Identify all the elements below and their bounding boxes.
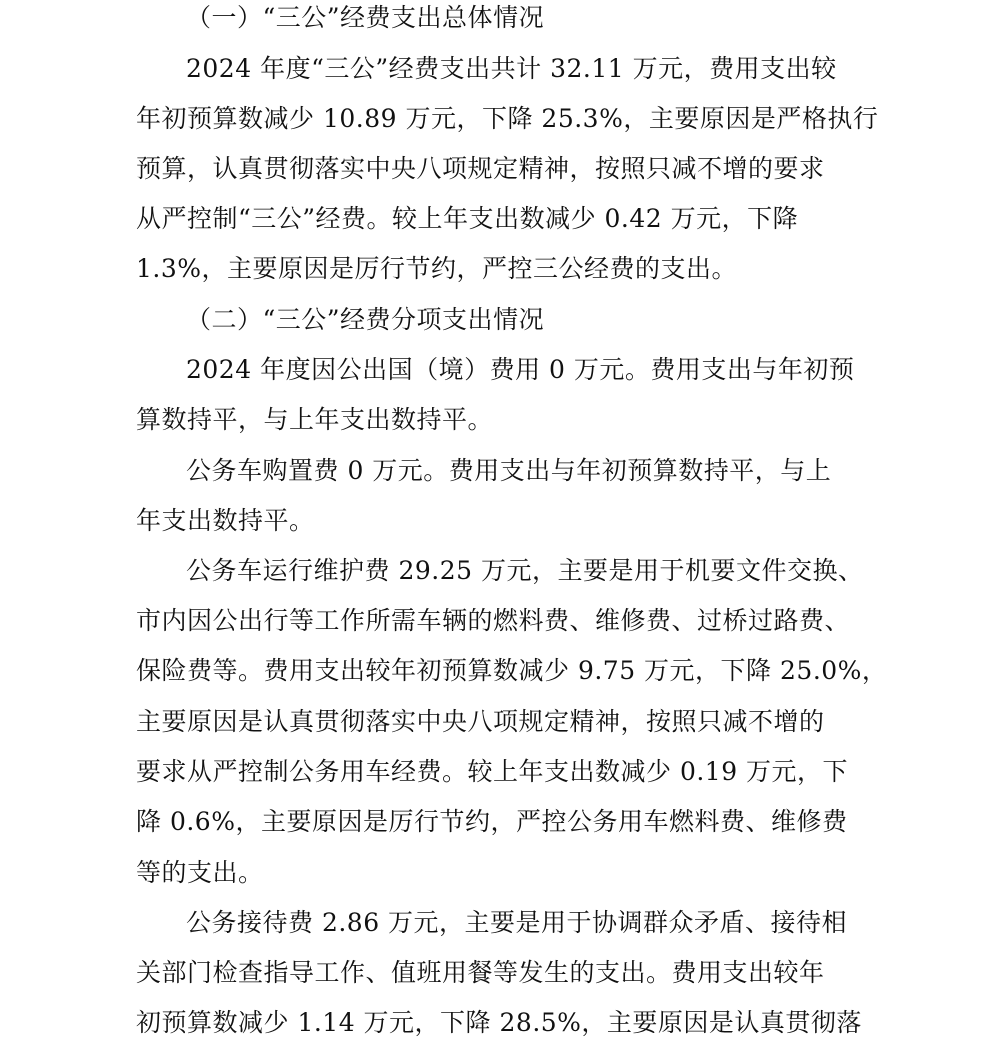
paragraph-line: 算数持平，与上年支出数持平。 bbox=[136, 405, 494, 434]
paragraph-line: 2024 年度因公出国（境）费用 0 万元。费用支出与年初预 bbox=[186, 355, 855, 384]
paragraph-line: 公务车运行维护费 29.25 万元，主要是用于机要文件交换、 bbox=[186, 556, 864, 585]
paragraph-line: 降 0.6%，主要原因是厉行节约，严控公务用车燃料费、维修费 bbox=[136, 807, 848, 836]
paragraph-line: 2024 年度“三公”经费支出共计 32.11 万元，费用支出较 bbox=[186, 54, 837, 83]
paragraph-line: 初预算数减少 1.14 万元，下降 28.5%，主要原因是认真贯彻落 bbox=[136, 1008, 862, 1037]
section-heading-overall: （一）“三公”经费支出总体情况 bbox=[186, 3, 545, 32]
paragraph-line: 从严控制“三公”经费。较上年支出数减少 0.42 万元，下降 bbox=[136, 204, 799, 233]
paragraph-line: 市内因公出行等工作所需车辆的燃料费、维修费、过桥过路费、 bbox=[136, 606, 851, 635]
paragraph-line: 年支出数持平。 bbox=[136, 506, 315, 535]
paragraph-line: 要求从严控制公务用车经费。较上年支出数减少 0.19 万元，下 bbox=[136, 757, 849, 786]
paragraph-line: 1.3%，主要原因是厉行节约，严控三公经费的支出。 bbox=[136, 254, 738, 283]
paragraph-line: 年初预算数减少 10.89 万元，下降 25.3%，主要原因是严格执行 bbox=[136, 104, 879, 133]
paragraph-line: 预算，认真贯彻落实中央八项规定精神，按照只减不增的要求 bbox=[136, 154, 825, 183]
paragraph-line: 保险费等。费用支出较年初预算数减少 9.75 万元，下降 25.0%， bbox=[136, 656, 888, 685]
paragraph-line: 关部门检查指导工作、值班用餐等发生的支出。费用支出较年 bbox=[136, 958, 825, 987]
section-heading-items: （二）“三公”经费分项支出情况 bbox=[186, 305, 545, 334]
paragraph-line: 公务接待费 2.86 万元，主要是用于协调群众矛盾、接待相 bbox=[186, 908, 848, 937]
paragraph-line: 等的支出。 bbox=[136, 858, 264, 887]
paragraph-line: 主要原因是认真贯彻落实中央八项规定精神，按照只减不增的 bbox=[136, 707, 825, 736]
paragraph-line: 公务车购置费 0 万元。费用支出与年初预算数持平，与上 bbox=[186, 456, 832, 485]
